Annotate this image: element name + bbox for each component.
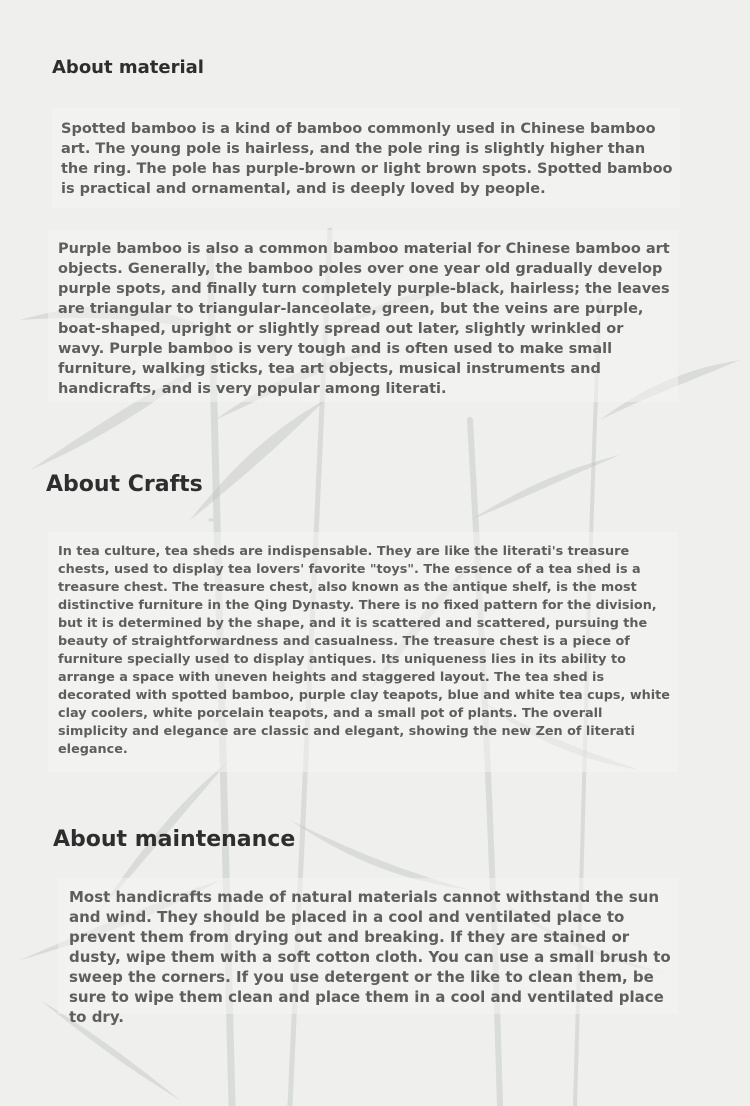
material-paragraph-spotted-bamboo: Spotted bamboo is a kind of bamboo commonly used in Chinese bamboo art. The young pole is hairless, and the pole ring is slightly higher than the ring. The pole has purple-brown or light brown spots. Spotted bamboo is practical and ornamental, and is deeply loved by people. <box>61 121 673 197</box>
crafts-heading: About Crafts <box>46 472 203 497</box>
maintenance-heading: About maintenance <box>53 827 296 852</box>
material-paragraph-purple-bamboo: Purple bamboo is also a common bamboo material for Chinese bamboo art objects. Generally, the bamboo poles over one year old gradually develop purple spots, and finally turn completely purple-black, hairless; the leaves are triangular to triangular-lanceolate, green, but the veins are purple, boat-shaped, upright or slightly spread out later, slightly wrinkled or wavy. Purple bamboo is very tough and is often used to make small furniture, walking sticks, tea art objects, musical instruments and handicrafts, and is very popular among literati. <box>58 241 670 397</box>
maintenance-paragraph: Most handicrafts made of natural materials cannot withstand the sun and wind. They should be placed in a cool and ventilated place to prevent them from drying out and breaking. If they are stained or dusty, wipe them with a soft cotton cloth. You can use a small brush to sweep the corners. If you use detergent or the like to clean them, be sure to wipe them clean and place them in a cool and ventilated place to dry. <box>69 888 671 1026</box>
crafts-paragraph: In tea culture, tea sheds are indispensable. They are like the literati's treasure chests, used to display tea lovers' favorite "toys". The essence of a tea shed is a treasure chest. The treasure chest, also known as the antique shelf, is the most distinctive furniture in the Qing Dynasty. There is no fixed pattern for the division, but it is determined by the shape, and it is scattered and scattered, pursuing the beauty of straightforwardness and casualness. The treasure chest is a piece of furniture specially used to display antiques. Its uniqueness lies in its ability to arrange a space with uneven heights and staggered layout. The tea shed is decorated with spotted bamboo, purple clay teapots, blue and white tea cups, white clay coolers, white porcelain teapots, and a small pot of plants. The overall simplicity and elegance are classic and elegant, showing the new Zen of literati elegance. <box>58 544 670 757</box>
material-heading: About material <box>52 57 204 78</box>
